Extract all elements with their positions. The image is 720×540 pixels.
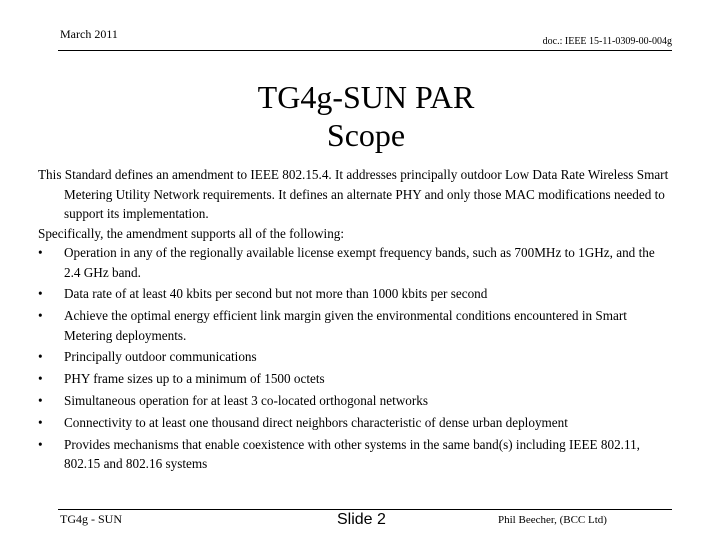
bullet-icon: •	[38, 349, 43, 365]
footer-divider	[58, 509, 672, 510]
slide-number: Slide 2	[337, 511, 386, 528]
list-item	[38, 369, 672, 389]
header-doc-id: doc.: IEEE 15-11-0309-00-004g	[542, 36, 672, 47]
list-item-text: Achieve the optimal energy efficient link margin given the environmental conditions encountered in Smart Metering deployments.	[64, 308, 627, 343]
list-item-text: Connectivity to at least one thousand direct neighbors characteristic of dense urban deployment	[64, 414, 568, 430]
slide-title	[0, 78, 720, 154]
bullet-icon: •	[38, 308, 43, 324]
footer-author: Phil Beecher, (BCC Ltd)	[498, 514, 607, 526]
list-item	[38, 391, 672, 411]
header-divider	[58, 50, 672, 51]
bullet-icon: •	[38, 414, 43, 430]
list-item	[38, 347, 672, 367]
bullet-list	[38, 243, 672, 474]
bullet-icon: •	[38, 371, 43, 387]
list-item	[38, 284, 672, 304]
list-item-text: Data rate of at least 40 kbits per second but not more than 1000 kbits per second	[64, 286, 488, 302]
list-item-text: Simultaneous operation for at least 3 co-located orthogonal networks	[64, 392, 429, 408]
intro-paragraph: This Standard defines an amendment to IEEE 802.15.4. It addresses principally outdoor Low Data Rate Wireless Smart Metering Utility Network requirements. It defines an alternate PHY and only those MAC modifications needed to support its implementation.	[38, 167, 669, 221]
slide-title-line1: TG4g-SUN PAR	[257, 79, 475, 115]
bullet-icon: •	[38, 392, 43, 408]
slide-title-line2: Scope	[326, 117, 406, 153]
list-item-text: PHY frame sizes up to a minimum of 1500 octets	[64, 371, 325, 387]
header-date: March 2011	[60, 27, 118, 41]
lead-paragraph: Specifically, the amendment supports all of the following:	[38, 225, 345, 241]
bullet-icon: •	[38, 245, 43, 260]
list-item-text: Provides mechanisms that enable coexistence with other systems in the same band(s) including IEEE 802.11, 802.15 and 802.16 systems	[64, 436, 640, 472]
list-item-text: Operation in any of the regionally available license exempt frequency bands, such as 700MHz to 1GHz, and the 2.4 GHz band.	[64, 245, 655, 280]
list-item	[38, 413, 672, 433]
list-item-text: Principally outdoor communications	[64, 349, 257, 365]
bullet-icon: •	[38, 436, 43, 452]
bullet-icon: •	[38, 286, 43, 302]
slide-body	[38, 165, 672, 476]
footer-left: TG4g - SUN	[60, 512, 122, 526]
list-item	[38, 306, 672, 345]
list-item	[38, 243, 672, 282]
list-item	[38, 435, 672, 474]
